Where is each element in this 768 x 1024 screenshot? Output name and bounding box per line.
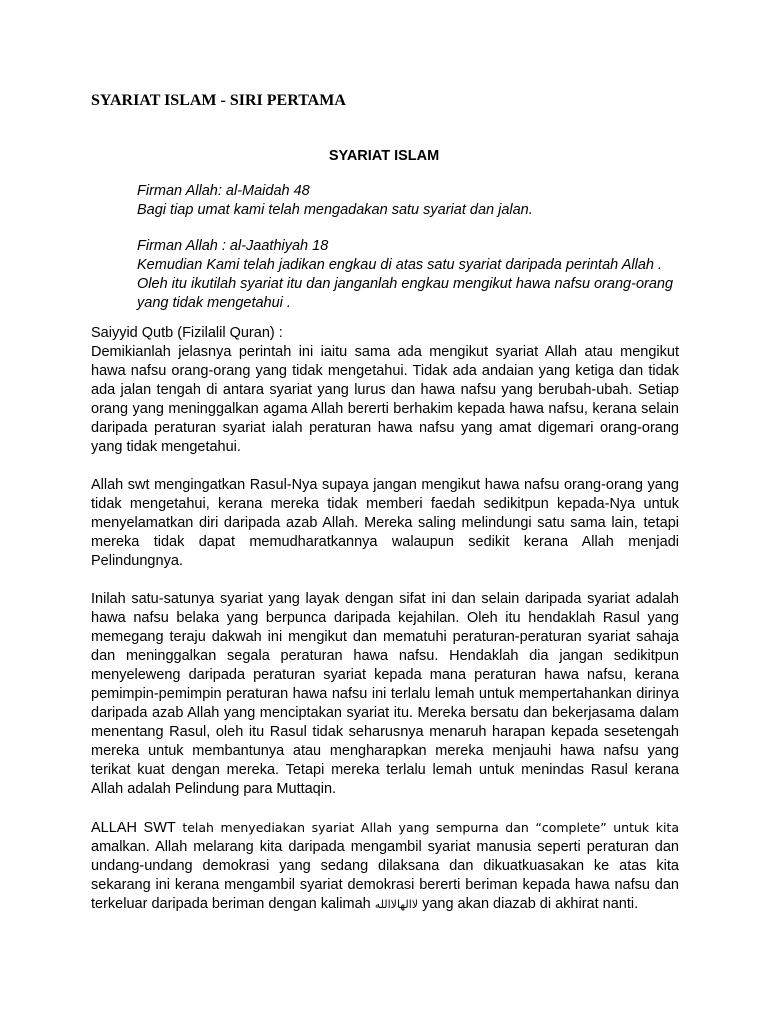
final-paragraph (91, 818, 679, 914)
final-paragraph-body: amalkan. Allah melarang kita daripada mengambil syariat manusia seperti peraturan dan undang-undang demokrasi yang sedang dilaksana dan dikuatkuasakan ke atas kita sekarang ini kerana mengambil syariat demokrasi bererti beriman kepada hawa nafsu dan terkeluar daripada beriman dengan kalimah (91, 839, 679, 912)
quote-source: Firman Allah: al-Maidah 48 (137, 183, 310, 199)
quote-block (137, 182, 682, 220)
document-title: SYARIAT ISLAM - SIRI PERTAMA (91, 92, 346, 109)
quran-quotes (137, 182, 682, 330)
quote-text: Bagi tiap umat kami telah mengadakan satu syariat dan jalan. (137, 202, 533, 218)
section-title: SYARIAT ISLAM (328, 148, 440, 164)
commentary-body (91, 324, 679, 933)
quote-block (137, 237, 682, 313)
commentary-source: Saiyyid Qutb (Fizilalil Quran) : (91, 325, 283, 341)
paragraph: Inilah satu-satunya syariat yang layak dengan sifat ini dan selain daripada syariat adalah hawa nafsu belaka yang berpunca daripada kejahilan. Oleh itu hendaklah Rasul yang memegang teraju dakwah ini mengikut dan mematuhi peraturan-peraturan syariat sahaja dan meninggalkan segala peraturan hawa nafsu. Hendaklah dia jangan sedikitpun menyeleweng daripada peraturan syariat kepada mana peraturan hawa nafsu, kerana pemimpin-pemimpin peraturan hawa nafsu ini terlalu lemah untuk mempertahankan dirinya daripada azab Allah yang menciptakan syariat itu. Mereka bersatu dan bekerjasama dalam menentang Rasul, oleh itu Rasul tidak seharusnya menaruh harapan kepada sesetengah mereka untuk membantunya atau mengharapkan mereka menjauhi hawa nafsu yang terikat kuat dengan mereka. Tetapi mereka terlalu lemah untuk menindas Rasul kerana Allah adalah Pelindung para Muttaqin. (91, 591, 679, 797)
final-paragraph-tail: yang akan diazab di akhirat nanti. (418, 896, 639, 912)
paragraph: Allah swt mengingatkan Rasul-Nya supaya jangan mengikut hawa nafsu orang-orang yang tidak mengetahui, kerana mereka tidak memberi faedah sedikitpun kepada-Nya untuk menyelamatkan diri daripada azab Allah. Mereka saling melindungi satu sama lain, tetapi mereka tidak dapat memudharatkannya walaupun sedikit kerana Allah menjadi Pelindungnya. (91, 477, 679, 569)
final-paragraph-mixed-font: telah menyediakan syariat Allah yang sempurna dan “complete” untuk kita (175, 820, 679, 835)
arabic-kalimah: لاالهالاالله (374, 898, 419, 911)
quote-source: Firman Allah : al-Jaathiyah 18 (137, 238, 329, 254)
final-paragraph-lead: ALLAH SWT (91, 820, 176, 836)
quote-text: Kemudian Kami telah jadikan engkau di atas satu syariat daripada perintah Allah . Oleh itu ikutilah syariat itu dan janganlah engkau mengikut hawa nafsu orang-orang yang tidak mengetahui . (137, 257, 674, 311)
paragraph: Demikianlah jelasnya perintah ini iaitu sama ada mengikut syariat Allah atau mengikut hawa nafsu orang-orang yang tidak mengetahui. Tidak ada andaian yang ketiga dan tidak ada jalan tengah di antara syariat yang lurus dan hawa nafsu yang berubah-ubah. Setiap orang yang meninggalkan agama Allah bererti berhakim kepada hawa nafsu, kerana selain daripada peraturan syariat ialah peraturan hawa nafsu yang amat digemari orang-orang yang tidak mengetahui. (91, 344, 679, 455)
